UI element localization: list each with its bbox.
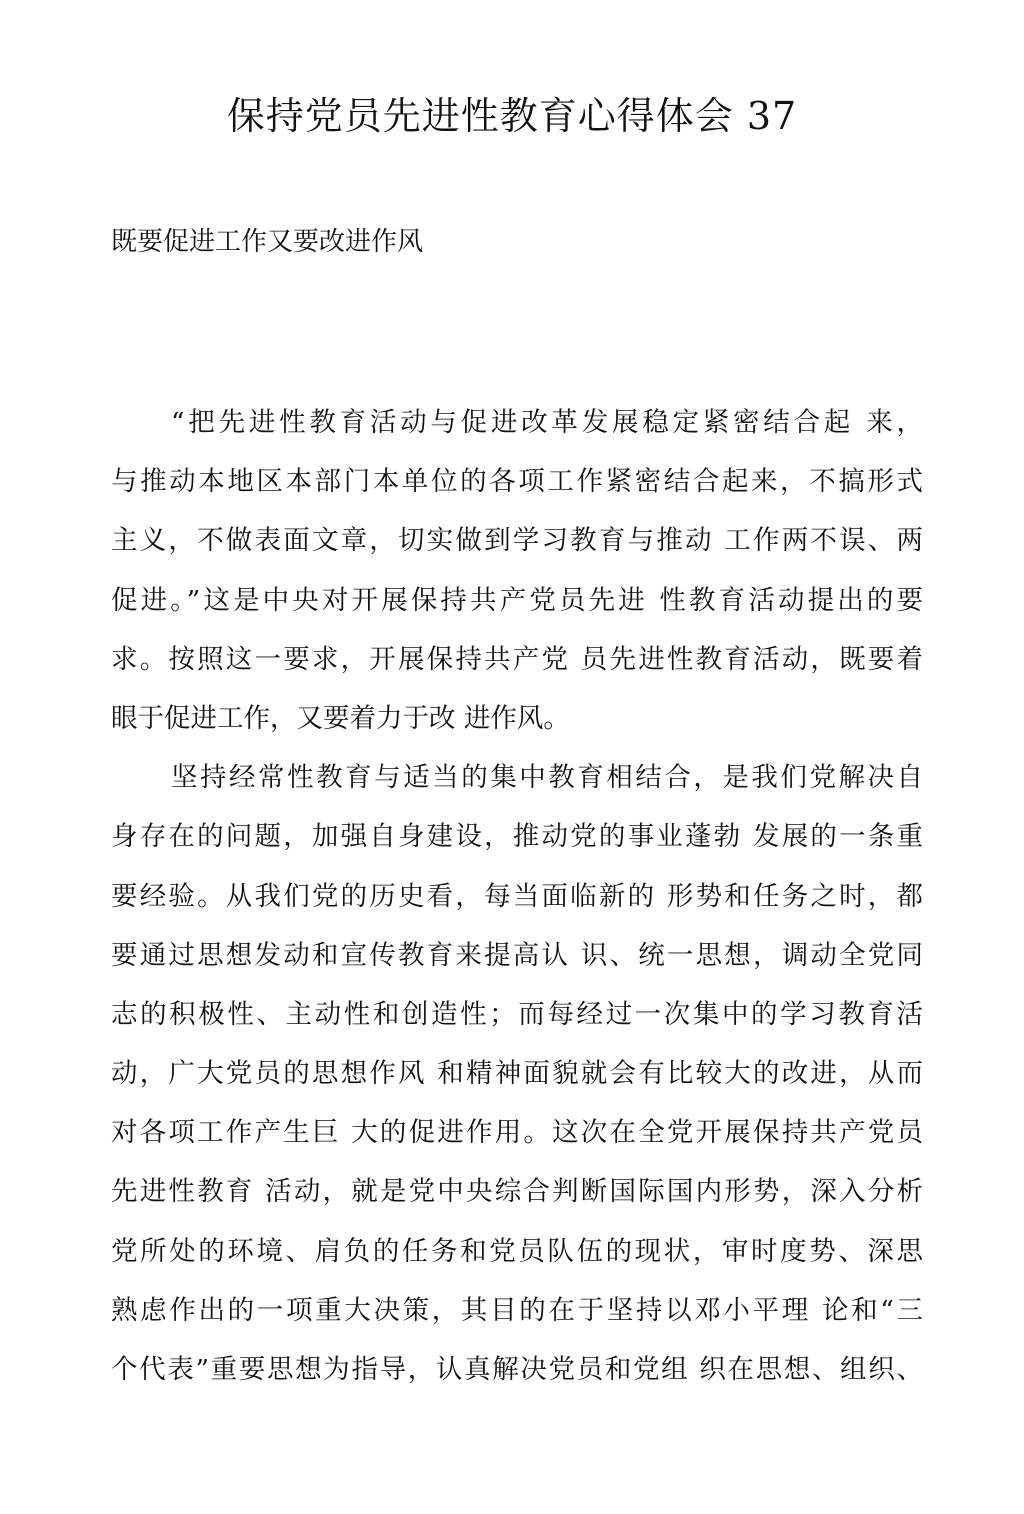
- paragraph-line: 主义，不做表面文章，切实做到学习教育与推动 工作两不误、两: [111, 525, 923, 557]
- paragraph-line: 眼于促进工作，又要着力于改 进作风。: [111, 702, 570, 734]
- paragraph-line: 动，广大党员的思想作风 和精神面貌就会有比较大的改进，从而: [111, 1058, 923, 1090]
- paragraph-line: 要通过思想发动和宣传教育来提高认 识、统一思想，调动全党同: [111, 939, 923, 971]
- document-body: [111, 400, 923, 1406]
- paragraph-line: 身存在的问题，加强自身建设，推动党的事业蓬勃 发展的一条重: [111, 821, 923, 853]
- paragraph-line: “把先进性教育活动与促进改革发展稳定紧密结合起 来，: [171, 407, 923, 438]
- document-title: 保持党员先进性教育心得体会 37: [226, 94, 798, 138]
- paragraph-line: 熟虑作出的一项重大决策，其目的在于坚持以邓小平理 论和“三: [111, 1294, 923, 1326]
- paragraph-line: 要经验。从我们党的历史看，每当面临新的 形势和任务之时，都: [111, 880, 923, 912]
- paragraph-line: 坚持经常性教育与适当的集中教育相结合，是我们党解决自: [171, 762, 923, 794]
- paragraph-line: 个代表”重要思想为指导，认真解决党员和党组 织在思想、组织、: [111, 1354, 923, 1385]
- paragraph-line: 志的积极性、主动性和创造性；而每经过一次集中的学习教育活: [111, 998, 923, 1030]
- document-subtitle: 既要促进工作又要改进作风: [111, 227, 424, 257]
- paragraph-line: 与推动本地区本部门本单位的各项工作紧密结合起来，不搞形式: [111, 466, 923, 498]
- paragraph-line: 对各项工作产生巨 大的促进作用。这次在全党开展保持共产党员: [111, 1117, 923, 1149]
- paragraph-line: 先进性教育 活动，就是党中央综合判断国际国内形势，深入分析: [111, 1176, 923, 1208]
- paragraph-line: 促进。”这是中央对开展保持共产党员先进 性教育活动提出的要: [111, 584, 923, 616]
- paragraph-line: 党所处的环境、肩负的任务和党员队伍的现状，审时度势、深思: [111, 1235, 923, 1267]
- paragraph-line: 求。按照这一要求，开展保持共产党 员先进性教育活动，既要着: [111, 643, 923, 675]
